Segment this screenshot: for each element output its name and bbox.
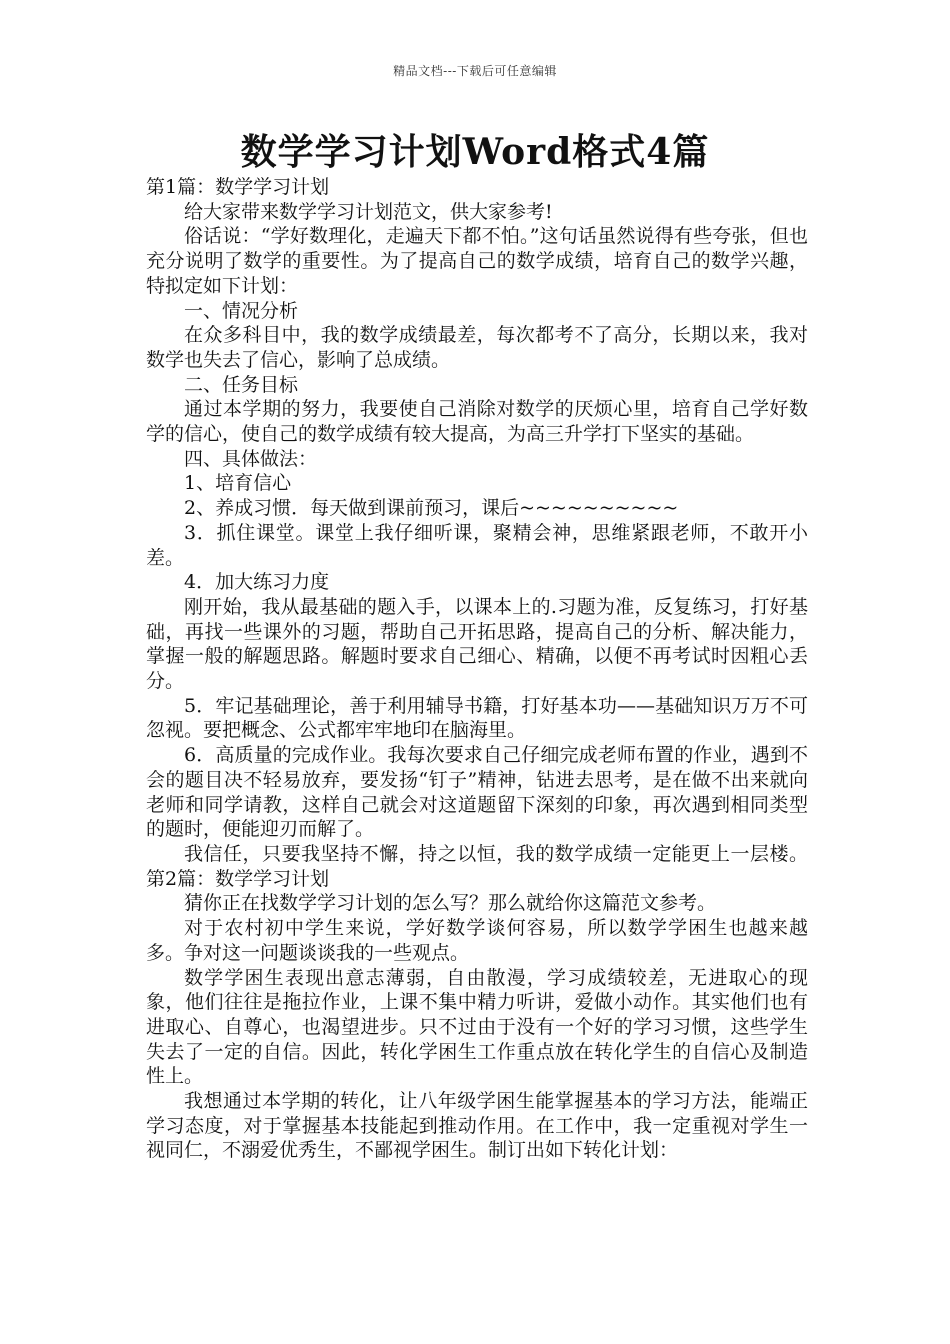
paragraph: 对于农村初中学生来说，学好数学谈何容易，所以数学学困生也越来越多。争对这一问题谈谈我的一些观点。 (146, 917, 808, 964)
list-item: 1、培育信心 (184, 472, 292, 495)
list-item: 6．高质量的完成作业。我每次要求自己仔细完成老师布置的作业，遇到不会的题目决不轻易放弃，要发扬“钉子”精神，钻进去思考，是在做不出来就向老师和同学请教，这样自己就会对这道题留下深刻的印象，再次遇到相同类型的题时，便能迎刃而解了。 (146, 744, 808, 841)
paragraph: 我想通过本学期的转化，让八年级学困生能掌握基本的学习方法，能端正学习态度，对于掌握基本技能起到推动作用。在工作中，我一定重视对学生一视同仁，不溺爱优秀生，不鄙视学困生。制订出如下转化计划： (146, 1090, 808, 1162)
document-body (146, 175, 808, 1163)
section-heading: 四、具体做法： (184, 447, 318, 470)
paragraph: 猜你正在找数学学习计划的怎么写？那么就给你这篇范文参考。 (184, 892, 717, 915)
section-heading: 一、情况分析 (184, 299, 299, 322)
paragraph: 数学学困生表现出意志薄弱，自由散漫，学习成绩较差，无进取心的现象，他们往往是拖拉作业，上课不集中精力听讲，爱做小动作。其实他们也有进取心、自尊心，也渴望进步。只不过由于没有一个好的学习习惯，这些学生失去了一定的自信。因此，转化学困生工作重点放在转化学生的自信心及制造性上。 (146, 966, 808, 1088)
list-item: 3．抓住课堂。课堂上我仔细听课，聚精会神，思维紧跟老师，不敢开小差。 (146, 521, 808, 569)
paragraph: 我信任，只要我坚持不懈，持之以恒，我的数学成绩一定能更上一层楼。第2篇：数学学习计划 (146, 842, 808, 890)
paragraph: 在众多科目中，我的数学成绩最差，每次都考不了高分，长期以来，我对数学也失去了信心，影响了总成绩。 (146, 324, 808, 371)
list-item: 2、养成习惯．每天做到课前预习，课后~~~~~~~~~~ (184, 497, 679, 520)
paragraph: 通过本学期的努力，我要使自己消除对数学的厌烦心里，培育自己学好数学的信心，使自己的数学成绩有较大提高，为高三升学打下坚实的基础。 (146, 398, 808, 446)
paragraph: 俗话说：“学好数理化，走遍天下都不怕。”这句话虽然说得有些夸张，但也充分说明了数学的重要性。为了提高自己的数学成绩，培育自己的数学兴趣，特拟定如下计划： (146, 225, 808, 297)
page-header-note: 精品文档---下载后可任意编辑 (393, 64, 557, 78)
list-item: 5．牢记基础理论，善于利用辅导书籍，打好基本功——基础知识万万不可忽视。要把概念、公式都牢牢地印在脑海里。 (146, 694, 808, 742)
list-item: 4．加大练习力度 (184, 571, 330, 594)
paragraph: 刚开始，我从最基础的题入手，以课本上的.习题为准，反复练习，打好基础，再找一些课外的习题，帮助自己开拓思路，提高自己的分析、解决能力，掌握一般的解题思路。解题时要求自己细心、精确，以便不再考试时因粗心丢分。 (146, 595, 808, 693)
document-title: 数学学习计划Word格式4篇 (240, 131, 710, 173)
paragraph: 第1篇：数学学习计划 (146, 176, 330, 198)
paragraph: 给大家带来数学学习计划范文，供大家参考! (184, 200, 553, 223)
section-heading: 二、任务目标 (184, 373, 299, 396)
